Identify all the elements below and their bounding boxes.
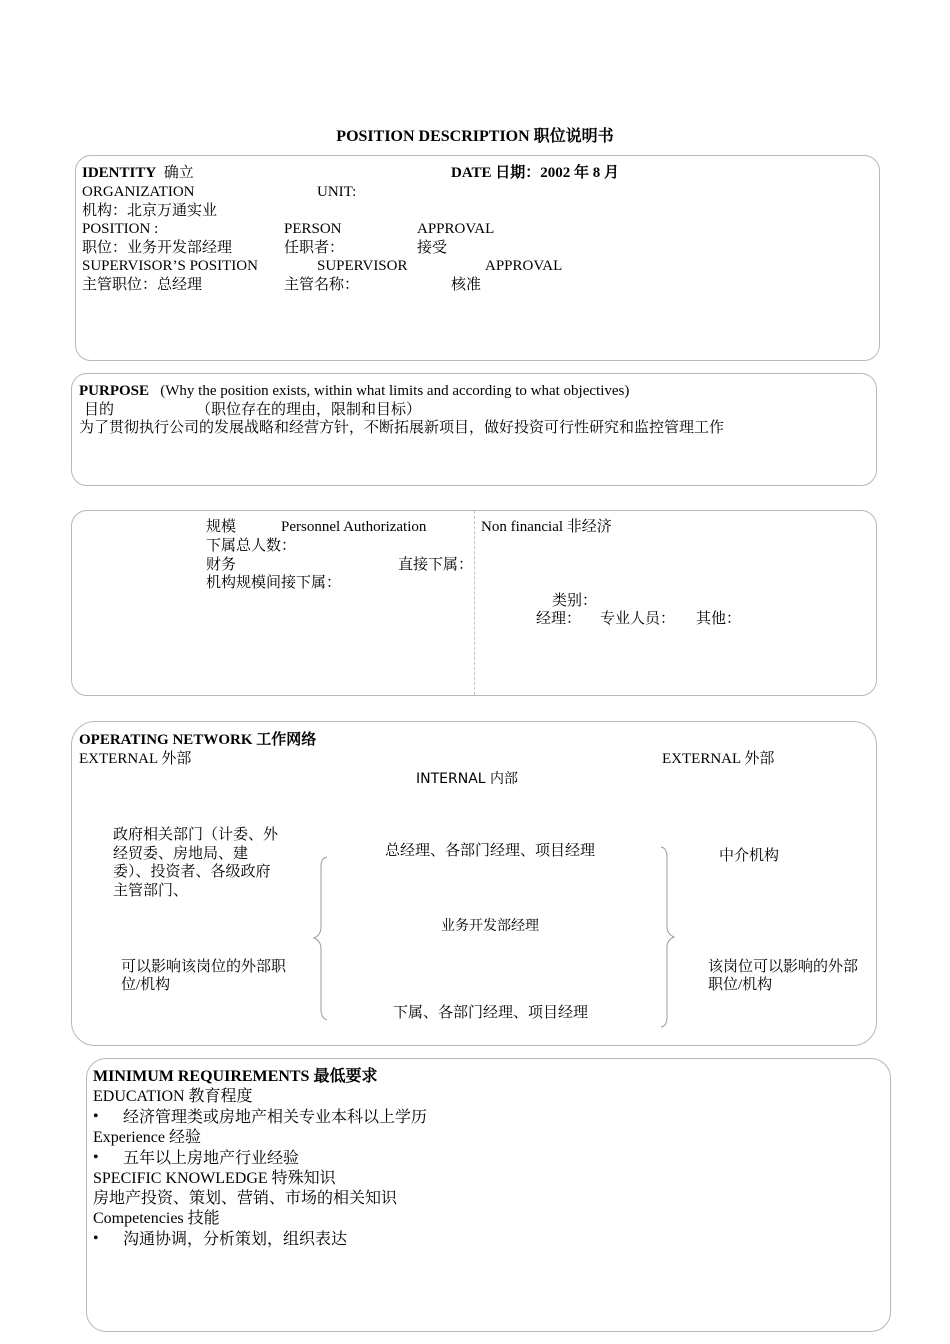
indirect-subordinates: 机构规模间接下属：: [206, 575, 342, 591]
total-subordinates: 下属总人数：: [206, 538, 297, 554]
competencies-item: 沟通协调，分析策划，组织表达: [123, 1231, 348, 1248]
purpose-label: PURPOSE: [79, 383, 150, 399]
organization-label: ORGANIZATION: [82, 184, 195, 200]
identity-heading: [82, 164, 194, 182]
network-label: OPERATING NETWORK 工作网络: [79, 732, 317, 748]
requirements-label: MINIMUM REQUIREMENTS 最低要求: [93, 1068, 378, 1085]
education-item: 经济管理类或房地产相关专业本科以上学历: [123, 1109, 428, 1126]
experience-item: 五年以上房地产行业经验: [123, 1150, 300, 1167]
bottom-internal: 下属、各部门经理、项目经理: [393, 1005, 589, 1021]
approval-label: APPROVAL: [417, 221, 495, 237]
person-value: 任职者：: [284, 240, 345, 256]
organization-value: 机构：北京万通实业: [82, 203, 218, 219]
approval2-label: APPROVAL: [485, 258, 563, 274]
left-brace-icon: [313, 855, 333, 1025]
specific-knowledge-text: 房地产投资、策划、营销、市场的相关知识: [93, 1190, 398, 1207]
approval-value: 接受: [417, 240, 448, 256]
supervisor-position-label: SUPERVISOR’S POSITION: [82, 258, 258, 274]
center-position: 业务开发部经理: [441, 918, 539, 934]
bullet-icon: •: [93, 1108, 99, 1125]
professional-label: 专业人员：: [600, 611, 676, 627]
education-label: EDUCATION 教育程度: [93, 1088, 253, 1105]
identity-label: IDENTITY: [82, 165, 157, 181]
external-right-label: EXTERNAL 外部: [662, 751, 775, 767]
experience-label: Experience 经验: [93, 1129, 201, 1146]
position-label: POSITION :: [82, 221, 159, 237]
purpose-desc: (Why the position exists, within what limits and according to what objectives): [160, 383, 630, 399]
competencies-label: Competencies 技能: [93, 1210, 220, 1227]
intermediary: 中介机构: [719, 848, 780, 864]
bullet-icon: •: [93, 1149, 99, 1166]
date-field: DATE 日期：2002 年 8 月: [451, 165, 620, 181]
approval2-value: 核准: [451, 277, 482, 293]
supervisor-position-value: 主管职位：总经理: [82, 277, 203, 293]
internal-label: INTERNAL 内部: [416, 771, 519, 787]
purpose-text: 为了贯彻执行公司的发展战略和经营方针，不断拓展新项目，做好投资可行性研究和监控管理工作: [79, 420, 725, 436]
other-label: 其他：: [696, 611, 742, 627]
manager-label: 经理：: [536, 611, 582, 627]
person-label: PERSON: [284, 221, 342, 237]
scale-divider: [474, 511, 475, 695]
influence-in: 可以影响该岗位的外部职位/机构: [121, 959, 287, 993]
purpose-heading: [79, 382, 629, 400]
non-financial-label: Non financial 非经济: [481, 519, 612, 535]
finance-label: 财务: [206, 557, 237, 573]
direct-subordinates: 直接下属：: [398, 557, 474, 573]
top-internal: 总经理、各部门经理、项目经理: [385, 843, 596, 859]
page-title: POSITION DESCRIPTION 职位说明书: [336, 128, 614, 145]
influence-out: 该岗位可以影响的外部职位/机构: [708, 959, 859, 993]
external-left-label: EXTERNAL 外部: [79, 751, 192, 767]
scale-label: 规模: [206, 519, 237, 535]
bullet-icon: •: [93, 1230, 99, 1247]
supervisor-label: SUPERVISOR: [317, 258, 408, 274]
right-brace-icon: [660, 845, 680, 1027]
purpose-desc-cn: （职位存在的理由，限制和目标）: [196, 402, 422, 418]
personnel-authorization: Personnel Authorization: [281, 519, 427, 535]
purpose-label-cn: 目的: [84, 402, 115, 418]
gov-departments: 政府相关部门（计委、外经贸委、房地局、建委）、投资者、各级政府主管部门、: [113, 827, 279, 899]
identity-label-cn: 确立: [163, 165, 194, 181]
unit-label: UNIT:: [317, 184, 357, 200]
supervisor-name: 主管名称：: [284, 277, 360, 293]
position-value: 职位：业务开发部经理: [82, 240, 233, 256]
category-label: 类别：: [552, 593, 598, 609]
specific-knowledge-label: SPECIFIC KNOWLEDGE 特殊知识: [93, 1170, 336, 1187]
